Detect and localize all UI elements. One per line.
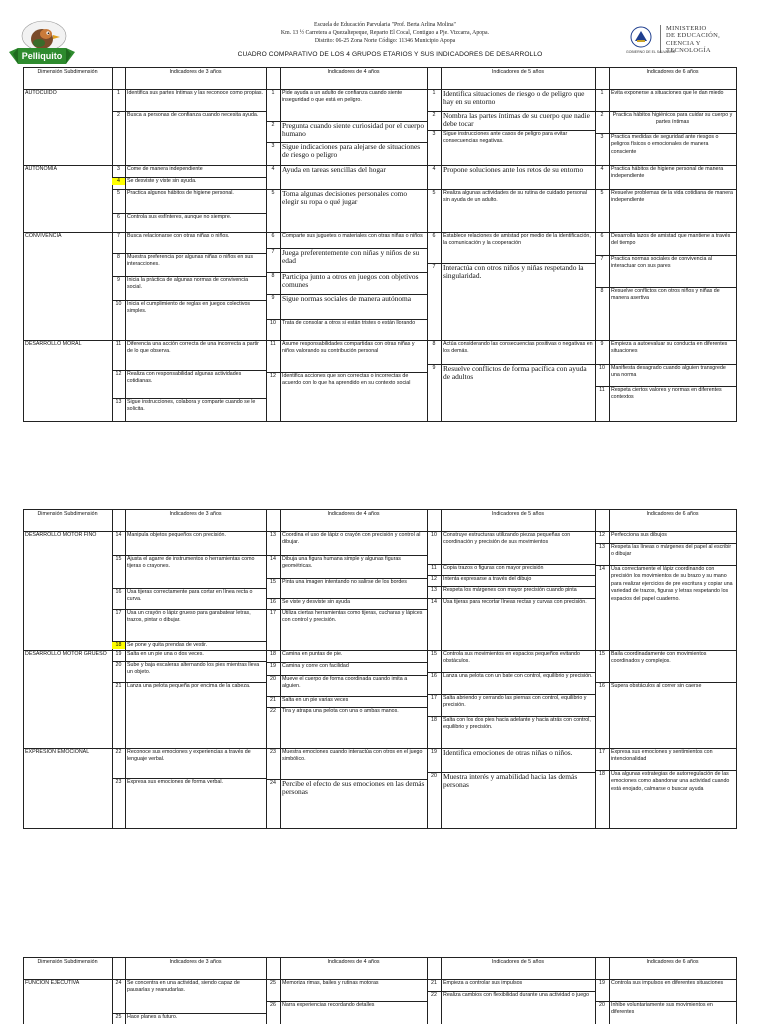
table-rule bbox=[266, 828, 428, 829]
indicator-number: 26 bbox=[270, 1002, 276, 1008]
indicator-number: 17 bbox=[431, 695, 437, 701]
indicator-4y: Dibuja una figura humana simple y algunas figuras geométricas. bbox=[282, 556, 401, 570]
table-rule bbox=[266, 421, 428, 422]
indicator-number: 7 bbox=[117, 233, 120, 239]
table-rule bbox=[23, 531, 24, 829]
dimension-desarrollo-moral: DESARROLLO MORAL bbox=[25, 341, 82, 347]
indicator-number: 11 bbox=[599, 387, 605, 393]
document-title: CUADRO COMPARATIVO DE LOS 4 GRUPOS ETARIOS Y SUS INDICADORES DE DESARROLLO bbox=[237, 51, 543, 58]
header-4-years: Indicadores de 4 años bbox=[327, 511, 380, 517]
indicator-number: 19 bbox=[599, 980, 605, 986]
ministry-name: MINISTERIO DE EDUCACIÓN, CIENCIA Y TECNOLOGÍA bbox=[666, 25, 721, 54]
table-rule bbox=[595, 957, 596, 980]
indicator-5y: Nombra las partes íntimas de su cuerpo que nadie debe tocar bbox=[443, 112, 590, 129]
indicator-number: 1 bbox=[432, 90, 436, 96]
indicator-6y: Practica hábitos de higiene personal de manera independiente bbox=[611, 166, 724, 180]
indicator-number: 2 bbox=[432, 112, 436, 118]
indicator-4y: Percibe el efecto de sus emociones en las demás personas bbox=[282, 780, 425, 797]
table-rule bbox=[23, 509, 24, 532]
indicator-number: 3 bbox=[600, 134, 604, 140]
indicator-number: 14 bbox=[599, 566, 605, 572]
indicator-number: 10 bbox=[115, 301, 122, 307]
table-rule bbox=[595, 67, 596, 90]
indicator-number: 22 bbox=[270, 708, 276, 714]
indicator-5y: Resuelve conflictos de forma pacífica con ayuda de adultos bbox=[443, 365, 587, 382]
indicator-6y: Controla sus impulsos en diferentes situaciones bbox=[611, 980, 724, 986]
indicator-number: 22 bbox=[431, 992, 437, 998]
indicator-4y: Utiliza ciertas herramientas como tijeras, cucharas y lápices con control y precisión. bbox=[282, 610, 423, 624]
indicator-4y: Pide ayuda a un adulto de confianza cuando siente inseguridad o que está en peligro. bbox=[282, 90, 403, 104]
indicator-number: 4 bbox=[432, 166, 436, 172]
coat-of-arms-icon bbox=[630, 26, 652, 48]
indicator-number: 4 bbox=[271, 166, 275, 172]
dimension-motor-fino: DESARROLLO MOTOR FINO bbox=[25, 532, 97, 538]
indicator-3y: Se pone y quita prendas de vestir. bbox=[127, 642, 208, 648]
indicator-5y: Realiza algunas actividades de su rutina de cuidado personal sin ayuda de un adulto. bbox=[443, 190, 587, 204]
indicator-number: 16 bbox=[599, 683, 605, 689]
header-5-years: Indicadores de 5 años bbox=[491, 959, 545, 965]
indicator-number: 18 bbox=[599, 771, 605, 777]
indicator-number: 20 bbox=[115, 662, 122, 668]
indicator-number: 11 bbox=[431, 565, 437, 571]
indicator-4y: Mueve el cuerpo de forma coordinada cuando imita a alguien. bbox=[282, 676, 408, 690]
indicator-number: 23 bbox=[115, 779, 122, 785]
indicator-number: 11 bbox=[115, 341, 122, 347]
indicator-number: 4 bbox=[600, 166, 604, 172]
indicator-number: 1 bbox=[271, 90, 275, 96]
indicator-3y: Ajusta el agarre de instrumentos o herramientas como tijeras o crayones. bbox=[127, 556, 255, 570]
indicator-number: 3 bbox=[271, 143, 275, 149]
header-4-years: Indicadores de 4 años bbox=[327, 959, 380, 965]
indicator-4y: Se viste y desviste sin ayuda bbox=[282, 599, 351, 605]
indicator-4y: Ayuda en tareas sencillas del hogar bbox=[282, 166, 386, 174]
indicator-number: 6 bbox=[271, 233, 275, 239]
indicator-number: 5 bbox=[600, 190, 604, 196]
indicator-number: 25 bbox=[270, 980, 276, 986]
header-6-years: Indicadores de 6 años bbox=[646, 69, 699, 75]
indicator-4y: Comparte sus juguetes o materiales con otras niñas o niños bbox=[282, 233, 423, 239]
table-rule bbox=[266, 957, 267, 980]
indicator-number: 10 bbox=[270, 320, 276, 326]
indicator-3y: Inicia el cumplimiento de reglas en juegos colectivos simples. bbox=[127, 301, 251, 315]
indicator-6y: Resuelve problemas de la vida cotidiana de manera independiente bbox=[611, 190, 733, 204]
indicator-4y: Camina en puntas de pie. bbox=[282, 651, 343, 657]
table-rule bbox=[112, 828, 267, 829]
table-rule bbox=[112, 67, 113, 90]
indicator-number: 10 bbox=[599, 365, 605, 371]
table-rule bbox=[609, 531, 610, 829]
indicator-3y: Expresa sus emociones de forma verbal. bbox=[127, 779, 223, 785]
indicator-6y: Empieza a autoevaluar su conducta en diferentes situaciones bbox=[611, 341, 728, 355]
table-rule bbox=[280, 531, 281, 829]
indicator-5y: Salta con los dos pies hacia adelante y hacia atrás con control, equilibrio y precisión. bbox=[443, 717, 591, 731]
indicator-number: 21 bbox=[431, 980, 437, 986]
indicator-4y: Muestra emociones cuando interactúa con otros en el juego simbólico. bbox=[282, 749, 423, 763]
indicator-number: 9 bbox=[271, 295, 275, 301]
indicator-number: 19 bbox=[431, 749, 437, 755]
indicator-number: 18 bbox=[112, 642, 125, 649]
indicator-number: 24 bbox=[115, 980, 122, 986]
indicator-3y: Sube y baja escaleras alternando los pies mientras lleva un objeto. bbox=[127, 662, 260, 676]
indicator-3y: Usa un crayón o lápiz grueso para garabatear letras, trazos, pintar o dibujar. bbox=[127, 610, 251, 624]
indicator-5y: Sigue instrucciones ante casos de peligro para evitar consecuencias negativas. bbox=[443, 131, 568, 145]
indicator-3y: Usa tijeras correctamente para cortar en línea recta o curva. bbox=[127, 589, 253, 603]
indicator-4y: Memoriza rimas, bailes y rutinas motoras bbox=[282, 980, 379, 986]
indicator-6y: Evita exponerse a situaciones que le dan miedo bbox=[611, 90, 724, 96]
table-rule bbox=[427, 509, 428, 532]
indicator-4y: Camina y corre con facilidad bbox=[282, 663, 349, 669]
indicator-number: 22 bbox=[115, 749, 122, 755]
indicator-number: 6 bbox=[117, 214, 120, 220]
indicator-number: 12 bbox=[599, 532, 605, 538]
indicator-number: 7 bbox=[600, 256, 604, 262]
indicator-number: 14 bbox=[270, 556, 276, 562]
indicator-number: 24 bbox=[270, 780, 276, 786]
indicator-5y: Empieza a controlar sus impulsos bbox=[443, 980, 523, 986]
indicator-4y: Tira y atrapa una pelota con una o ambas manos. bbox=[282, 708, 399, 714]
indicator-6y: Inhibe voluntariamente sus movimientos en diferentes bbox=[611, 1002, 713, 1016]
indicator-4y: Asume responsabilidades compartidas con otras niñas y niños valorando su contribución personal bbox=[282, 341, 415, 355]
table-rule bbox=[427, 421, 596, 422]
table-rule bbox=[266, 509, 267, 532]
indicator-number: 6 bbox=[432, 233, 436, 239]
table-rule bbox=[23, 67, 737, 68]
indicator-6y: Respeta ciertos valores y normas en diferentes contextos bbox=[611, 387, 722, 401]
indicator-number: 8 bbox=[271, 273, 275, 279]
table-rule bbox=[736, 957, 737, 980]
indicator-3y: Controla sus esfínteres, aunque no siempre. bbox=[127, 214, 232, 220]
indicator-3y: Manipula objetos pequeños con precisión. bbox=[127, 532, 226, 538]
indicator-4y: Trata de consolar a otros si están tristes o están llorando bbox=[282, 320, 416, 326]
dimension-autocuido: AUTOCUIDO bbox=[25, 90, 57, 96]
ministry-logo bbox=[626, 24, 738, 56]
table-rule bbox=[112, 509, 113, 532]
indicator-number: 20 bbox=[270, 676, 276, 682]
table-rule bbox=[23, 89, 24, 422]
school-logo-text: Pelliquito bbox=[21, 51, 63, 61]
header-3-years: Indicadores de 3 años bbox=[169, 69, 222, 75]
dimension-convivencia: CONVIVENCIA bbox=[25, 233, 62, 239]
indicator-number: 13 bbox=[270, 532, 276, 538]
indicator-number: 21 bbox=[270, 697, 276, 703]
indicator-4y: Narra experiencias recordando detalles bbox=[282, 1002, 375, 1008]
indicator-number: 1 bbox=[117, 90, 120, 96]
indicator-number: 17 bbox=[115, 610, 122, 616]
indicator-3y: Realiza con responsabilidad algunas actividades cotidianas. bbox=[127, 371, 242, 385]
indicator-number: 15 bbox=[270, 579, 276, 585]
indicator-number: 17 bbox=[270, 610, 276, 616]
table-rule bbox=[112, 957, 113, 980]
dimension-header: Dimensión Subdimensión bbox=[37, 69, 98, 75]
indicator-3y: Busca a personas de confianza cuando necesita ayuda. bbox=[127, 112, 259, 118]
indicator-number: 1 bbox=[600, 90, 604, 96]
indicator-4y: Identifica acciones que son correctas o incorrectas de acuerdo con lo que ha aprendido en su contexto social bbox=[282, 373, 411, 387]
indicator-6y: Desarrolla lazos de amistad que mantiene a través del tiempo bbox=[611, 233, 731, 247]
indicator-number: 2 bbox=[271, 122, 275, 128]
table-rule bbox=[441, 89, 442, 422]
indicator-4y: Pinta una imagen intentando no salirse de los bordes bbox=[282, 579, 407, 585]
indicator-5y: Usa tijeras para recortar líneas rectas y curvas con precisión. bbox=[443, 599, 587, 605]
table-rule bbox=[441, 979, 442, 1024]
table-rule bbox=[736, 509, 737, 532]
indicator-number: 21 bbox=[115, 683, 122, 689]
indicator-number: 12 bbox=[431, 576, 437, 582]
indicator-6y: Practica normas sociales de convivencia al interactuar con sus pares bbox=[611, 256, 712, 270]
indicator-number: 18 bbox=[431, 717, 437, 723]
indicator-6y: Usa correctamente el lápiz coordinando con precisión los movimientos de su brazo y su mano para realizar ejercicios de pre escritura y copiar una variedad de trazos, figuras y letras respetando los espacios del papel cuaderno. bbox=[611, 566, 733, 602]
indicator-number: 15 bbox=[599, 651, 605, 657]
indicator-3y: Busca relacionarse con otras niñas o niños. bbox=[127, 233, 230, 239]
indicator-5y: Interactúa con otros niños y niñas respetando la singularidad. bbox=[443, 264, 584, 281]
indicator-3y: Identifica sus partes íntimas y las reconoce como propias. bbox=[127, 90, 264, 96]
indicator-number: 13 bbox=[115, 399, 122, 405]
indicator-5y: Muestra interés y amabilidad hacia las demás personas bbox=[443, 773, 578, 790]
indicator-4y: Pregunta cuando siente curiosidad por el cuerpo humano bbox=[282, 122, 425, 139]
indicator-number: 16 bbox=[431, 673, 437, 679]
indicator-number: 16 bbox=[115, 589, 122, 595]
indicator-number: 3 bbox=[432, 131, 436, 137]
ministry-divider bbox=[660, 25, 661, 53]
indicator-number: 5 bbox=[432, 190, 436, 196]
indicator-number: 19 bbox=[115, 651, 122, 657]
document-header bbox=[0, 0, 768, 66]
indicator-3y: Diferencia una acción correcta de una incorrecta a partir de lo que observa. bbox=[127, 341, 259, 355]
indicator-3y: Sigue instrucciones, colabora y comparte cuando se le solicita. bbox=[127, 399, 256, 413]
table-rule bbox=[23, 957, 737, 958]
indicator-5y: Respeta los márgenes con mayor precisión cuando pinta bbox=[443, 587, 577, 593]
indicator-number: 12 bbox=[270, 373, 276, 379]
indicator-5y: Intenta expresarse a través del dibujo bbox=[443, 576, 532, 582]
table-rule bbox=[23, 979, 24, 1024]
indicator-6y: Practica hábitos higiénicos para cuidar su cuerpo y partes íntimas bbox=[612, 112, 733, 126]
indicator-5y: Identifica emociones de otras niñas o niños. bbox=[443, 749, 573, 757]
indicator-5y: Lanza una pelota con un bate con control, equilibrio y precisión. bbox=[443, 673, 593, 679]
indicator-number: 6 bbox=[600, 233, 604, 239]
indicator-number: 19 bbox=[270, 663, 276, 669]
indicator-number: 7 bbox=[432, 264, 436, 270]
indicator-6y: Resuelve conflictos con otros niños y niñas de manera asertiva bbox=[611, 288, 720, 302]
indicator-3y: Salta en un pie una o dos veces. bbox=[127, 651, 204, 657]
indicator-number: 16 bbox=[270, 599, 276, 605]
indicator-5y: Realiza cambios con flexibilidad durante una actividad o juego bbox=[443, 992, 590, 998]
indicator-number: 20 bbox=[599, 1002, 605, 1008]
indicator-3y: Se desviste y viste sin ayuda. bbox=[127, 178, 197, 184]
header-6-years: Indicadores de 6 años bbox=[646, 511, 699, 517]
indicator-number: 2 bbox=[117, 112, 120, 118]
indicator-5y: Identifica situaciones de riesgo o de peligro que hay en su entorno bbox=[443, 90, 585, 107]
indicator-number: 3 bbox=[117, 166, 120, 172]
indicator-number: 10 bbox=[431, 532, 437, 538]
indicator-number: 12 bbox=[115, 371, 122, 377]
school-address: Km. 13 ½ Carretera a Quezaltepeque, Reparto El Cocal, Contiguo a Pje. Vizcarra, Apopa. bbox=[280, 29, 490, 36]
indicator-number: 9 bbox=[432, 365, 436, 371]
header-4-years: Indicadores de 4 años bbox=[327, 69, 380, 75]
dimension-motor-grueso: DESARROLLO MOTOR GRUESO bbox=[25, 651, 107, 657]
indicator-3y: Muestra preferencia por algunas niñas o niños en sus interacciones. bbox=[127, 254, 254, 268]
indicator-6y: Respeta las líneas o márgenes del papel al escribir o dibujar bbox=[611, 544, 732, 558]
indicator-5y: Establece relaciones de amistad por medio de la identificación, la comunicación y la cooperación bbox=[443, 233, 591, 247]
indicator-number: 9 bbox=[117, 277, 120, 283]
indicator-number: 9 bbox=[600, 341, 604, 347]
indicator-4y: Salta en un pie varias veces bbox=[282, 697, 349, 703]
indicator-number: 8 bbox=[432, 341, 436, 347]
school-district: Distrito: 06-25 Zona Norte Código: 11346 Municipio Apopa bbox=[314, 37, 456, 44]
indicator-3y: Se concentra en una actividad, siendo capaz de pausarlas y reanudarlas. bbox=[127, 980, 240, 994]
indicator-number: 20 bbox=[431, 773, 437, 779]
school-info bbox=[230, 22, 540, 46]
indicator-6y: Baila coordinadamente con movimientos coordinados y complejos. bbox=[611, 651, 707, 665]
table-rule bbox=[595, 421, 737, 422]
indicator-number: 14 bbox=[115, 532, 122, 538]
header-3-years: Indicadores de 3 años bbox=[169, 511, 222, 517]
dimension-header: Dimensión Subdimensión bbox=[37, 959, 98, 965]
indicator-number: 11 bbox=[270, 341, 276, 347]
header-5-years: Indicadores de 5 años bbox=[491, 511, 545, 517]
indicator-number: 25 bbox=[115, 1014, 122, 1020]
indicator-3y: Reconoce sus emociones y experiencias a través de lenguaje verbal. bbox=[127, 749, 251, 763]
indicator-6y: Perfecciona sus dibujos bbox=[611, 532, 667, 538]
indicator-number: 15 bbox=[115, 556, 122, 562]
indicator-6y: Expresa sus emociones y sentimientos con intencionalidad bbox=[611, 749, 713, 763]
dimension-expresion-emocional: EXPRESION EMOCIONAL bbox=[25, 749, 90, 755]
table-rule bbox=[23, 957, 24, 980]
indicator-number: 18 bbox=[270, 651, 276, 657]
table-rule bbox=[427, 67, 428, 90]
indicator-number: 2 bbox=[600, 112, 604, 118]
table-rule bbox=[23, 509, 737, 510]
indicator-6y: Practica medidas de seguridad ante riesgos o peligros físicos o emocionales de manera consciente bbox=[611, 134, 719, 155]
indicator-4y: Sigue normas sociales de manera autónoma bbox=[282, 295, 412, 303]
indicator-number: 15 bbox=[431, 651, 437, 657]
indicator-5y: Salta abriendo y cerrando las piernas con control, equilibrio y precisión. bbox=[443, 695, 587, 709]
table-rule bbox=[23, 67, 24, 90]
indicator-4y: Coordina el uso de lápiz o crayón con precisión y control al dibujar. bbox=[282, 532, 421, 546]
indicator-4y: Sigue indicaciones para alejarse de situaciones de riesgo o peligro bbox=[282, 143, 421, 160]
table-rule bbox=[125, 89, 126, 422]
indicator-number: 8 bbox=[600, 288, 604, 294]
header-5-years: Indicadores de 5 años bbox=[491, 69, 545, 75]
table-rule bbox=[266, 67, 267, 90]
table-rule bbox=[125, 531, 126, 829]
table-rule bbox=[595, 828, 737, 829]
indicator-number: 8 bbox=[117, 254, 120, 260]
table-rule bbox=[427, 828, 596, 829]
government-label: GOBIERNO DE EL SALVADOR bbox=[626, 50, 676, 54]
school-name: Escuela de Educación Parvularia "Prof. Berta Arlina Molina" bbox=[314, 22, 456, 28]
indicator-number: 14 bbox=[431, 599, 437, 605]
indicator-number: 17 bbox=[599, 749, 605, 755]
indicator-3y: Lanza una pelota pequeña por encima de la cabeza. bbox=[127, 683, 251, 689]
dimension-autonomia: AUTONOMIA bbox=[25, 166, 57, 172]
indicator-5y: Controla sus movimientos en espacios pequeños evitando obstáculos. bbox=[443, 651, 580, 665]
indicator-6y: Manifiesta desagrado cuando alguien transgrede una norma bbox=[611, 365, 726, 379]
indicator-3y: Come de manera independiente bbox=[127, 166, 203, 172]
indicator-number: 23 bbox=[270, 749, 276, 755]
table-rule bbox=[736, 67, 737, 90]
table-rule bbox=[125, 979, 126, 1024]
dimension-header: Dimensión Subdimensión bbox=[37, 511, 98, 517]
indicator-3y: Hace planes a futuro. bbox=[127, 1014, 178, 1020]
indicator-5y: Copia trazos o figuras con mayor precisión bbox=[443, 565, 544, 571]
table-rule bbox=[112, 421, 267, 422]
table-rule bbox=[736, 531, 737, 829]
indicator-6y: Supera obstáculos al correr sin caerse bbox=[611, 683, 702, 689]
indicator-number: 7 bbox=[271, 249, 275, 255]
indicator-3y: Inicia la práctica de algunas normas de convivencia social. bbox=[127, 277, 249, 291]
table-rule bbox=[427, 957, 428, 980]
indicator-4y: Juega preferentemente con niñas y niños de su edad bbox=[282, 249, 420, 266]
indicator-6y: Usa algunas estrategias de autorregulación de las emociones como abandonar una actividad cuando está enojado, calmarse o buscar ayuda bbox=[611, 771, 730, 792]
header-3-years: Indicadores de 3 años bbox=[169, 959, 222, 965]
indicator-number: 5 bbox=[271, 190, 275, 196]
table-rule bbox=[595, 509, 596, 532]
indicator-5y: Propone soluciones ante los retos de su entorno bbox=[443, 166, 584, 174]
indicator-number: 13 bbox=[599, 544, 605, 550]
dimension-funcion-ejecutiva: FUNCION EJECUTIVA bbox=[25, 980, 80, 986]
indicator-5y: Actúa considerando las consecuencias positivas o negativas en los demás. bbox=[443, 341, 593, 355]
header-6-years: Indicadores de 6 años bbox=[646, 959, 699, 965]
indicator-number: 5 bbox=[117, 190, 120, 196]
indicator-4y: Participa junto a otros en juegos con objetivos comunes bbox=[282, 273, 419, 290]
indicator-4y: Toma algunas decisiones personales como elegir su ropa o qué jugar bbox=[282, 190, 408, 207]
indicator-3y: Practica algunos hábitos de higiene personal. bbox=[127, 190, 234, 196]
indicator-5y: Construye estructuras utilizando piezas pequeñas con coordinación y precisión de sus movimientos bbox=[443, 532, 571, 546]
indicator-number: 13 bbox=[431, 587, 437, 593]
indicator-number: 4 bbox=[112, 178, 125, 185]
